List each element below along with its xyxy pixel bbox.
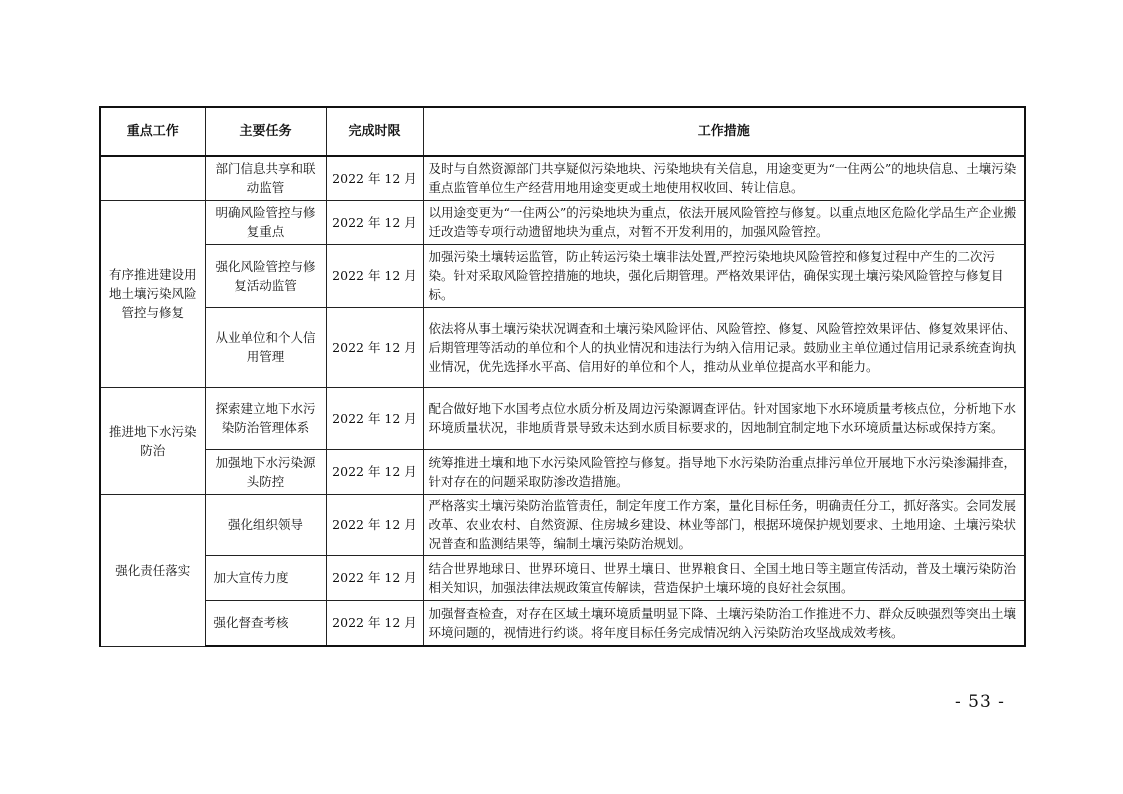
deadline-cell: 2022 年 12 月 xyxy=(326,600,423,646)
deadline-cell: 2022 年 12 月 xyxy=(326,307,423,387)
measure-cell: 统筹推进土壤和地下水污染风险管控与修复。指导地下水污染防治重点排污单位开展地下水污染渗漏排查，针对存在的问题采取防渗改造措施。 xyxy=(423,449,1025,494)
task-cell: 强化组织领导 xyxy=(205,494,326,555)
task-cell: 加大宣传力度 xyxy=(205,555,326,600)
measure-cell: 配合做好地下水国考点位水质分析及周边污染源调查评估。针对国家地下水环境质量考核点位，分析地下水环境质量状况，非地质背景导致未达到水质目标要求的，因地制宜制定地下水环境质量达标或保持方案。 xyxy=(423,387,1025,449)
focus-cell: 有序推进建设用地土壤污染风险管控与修复 xyxy=(100,200,205,387)
table-row xyxy=(100,200,1025,244)
deadline-cell: 2022 年 12 月 xyxy=(326,156,423,200)
work-plan-table xyxy=(99,106,1026,647)
measure-cell: 加强督查检查，对存在区域土壤环境质量明显下降、土壤污染防治工作推进不力、群众反映强烈等突出土壤环境问题的，视情进行约谈。将年度目标任务完成情况纳入污染防治攻坚战成效考核。 xyxy=(423,600,1025,646)
focus-cell-continued xyxy=(100,156,205,200)
focus-cell: 强化责任落实 xyxy=(100,494,205,646)
header-deadline: 完成时限 xyxy=(326,107,423,156)
table-row xyxy=(100,307,1025,387)
deadline-cell: 2022 年 12 月 xyxy=(326,494,423,555)
measure-cell: 加强污染土壤转运监管，防止转运污染土壤非法处置,严控污染地块风险管控和修复过程中产生的二次污染。针对采取风险管控措施的地块，强化后期管理。严格效果评估，确保实现土壤污染风险管控与修复目标。 xyxy=(423,244,1025,307)
task-cell: 强化风险管控与修复活动监管 xyxy=(205,244,326,307)
task-cell: 明确风险管控与修复重点 xyxy=(205,200,326,244)
page-number: - 53 - xyxy=(955,692,1005,712)
table-row xyxy=(100,244,1025,307)
measure-cell: 及时与自然资源部门共享疑似污染地块、污染地块有关信息，用途变更为“一住两公”的地块信息、土壤污染重点监管单位生产经营用地用途变更或土地使用权收回、转让信息。 xyxy=(423,156,1025,200)
task-cell: 从业单位和个人信用管理 xyxy=(205,307,326,387)
table-row xyxy=(100,600,1025,646)
deadline-cell: 2022 年 12 月 xyxy=(326,387,423,449)
task-cell: 强化督查考核 xyxy=(205,600,326,646)
header-measures: 工作措施 xyxy=(423,107,1025,156)
table-row xyxy=(100,494,1025,555)
measure-cell: 以用途变更为“一住两公”的污染地块为重点，依法开展风险管控与修复。以重点地区危险化学品生产企业搬迁改造等专项行动遗留地块为重点，对暂不开发利用的，加强风险管控。 xyxy=(423,200,1025,244)
deadline-cell: 2022 年 12 月 xyxy=(326,200,423,244)
table-row xyxy=(100,387,1025,449)
measure-cell: 结合世界地球日、世界环境日、世界土壤日、世界粮食日、全国土地日等主题宣传活动，普及土壤污染防治相关知识，加强法律法规政策宣传解读，营造保护土壤环境的良好社会氛围。 xyxy=(423,555,1025,600)
table-row xyxy=(100,449,1025,494)
table-row xyxy=(100,555,1025,600)
deadline-cell: 2022 年 12 月 xyxy=(326,244,423,307)
header-focus-work: 重点工作 xyxy=(100,107,205,156)
measure-cell: 严格落实土壤污染防治监管责任，制定年度工作方案，量化目标任务，明确责任分工，抓好落实。会同发展改革、农业农村、自然资源、住房城乡建设、林业等部门，根据环境保护规划要求、土地用途、土壤污染状况普查和监测结果等，编制土壤污染防治规划。 xyxy=(423,494,1025,555)
deadline-cell: 2022 年 12 月 xyxy=(326,449,423,494)
deadline-cell: 2022 年 12 月 xyxy=(326,555,423,600)
focus-cell: 推进地下水污染防治 xyxy=(100,387,205,494)
task-cell: 部门信息共享和联动监管 xyxy=(205,156,326,200)
header-main-task: 主要任务 xyxy=(205,107,326,156)
task-cell: 探索建立地下水污染防治管理体系 xyxy=(205,387,326,449)
table-row xyxy=(100,156,1025,200)
task-cell: 加强地下水污染源头防控 xyxy=(205,449,326,494)
measure-cell: 依法将从事土壤污染状况调查和土壤污染风险评估、风险管控、修复、风险管控效果评估、修复效果评估、后期管理等活动的单位和个人的执业情况和违法行为纳入信用记录。鼓励业主单位通过信用记录系统查询执业情况，优先选择水平高、信用好的单位和个人，推动从业单位提高水平和能力。 xyxy=(423,307,1025,387)
table-header-row xyxy=(100,107,1025,156)
